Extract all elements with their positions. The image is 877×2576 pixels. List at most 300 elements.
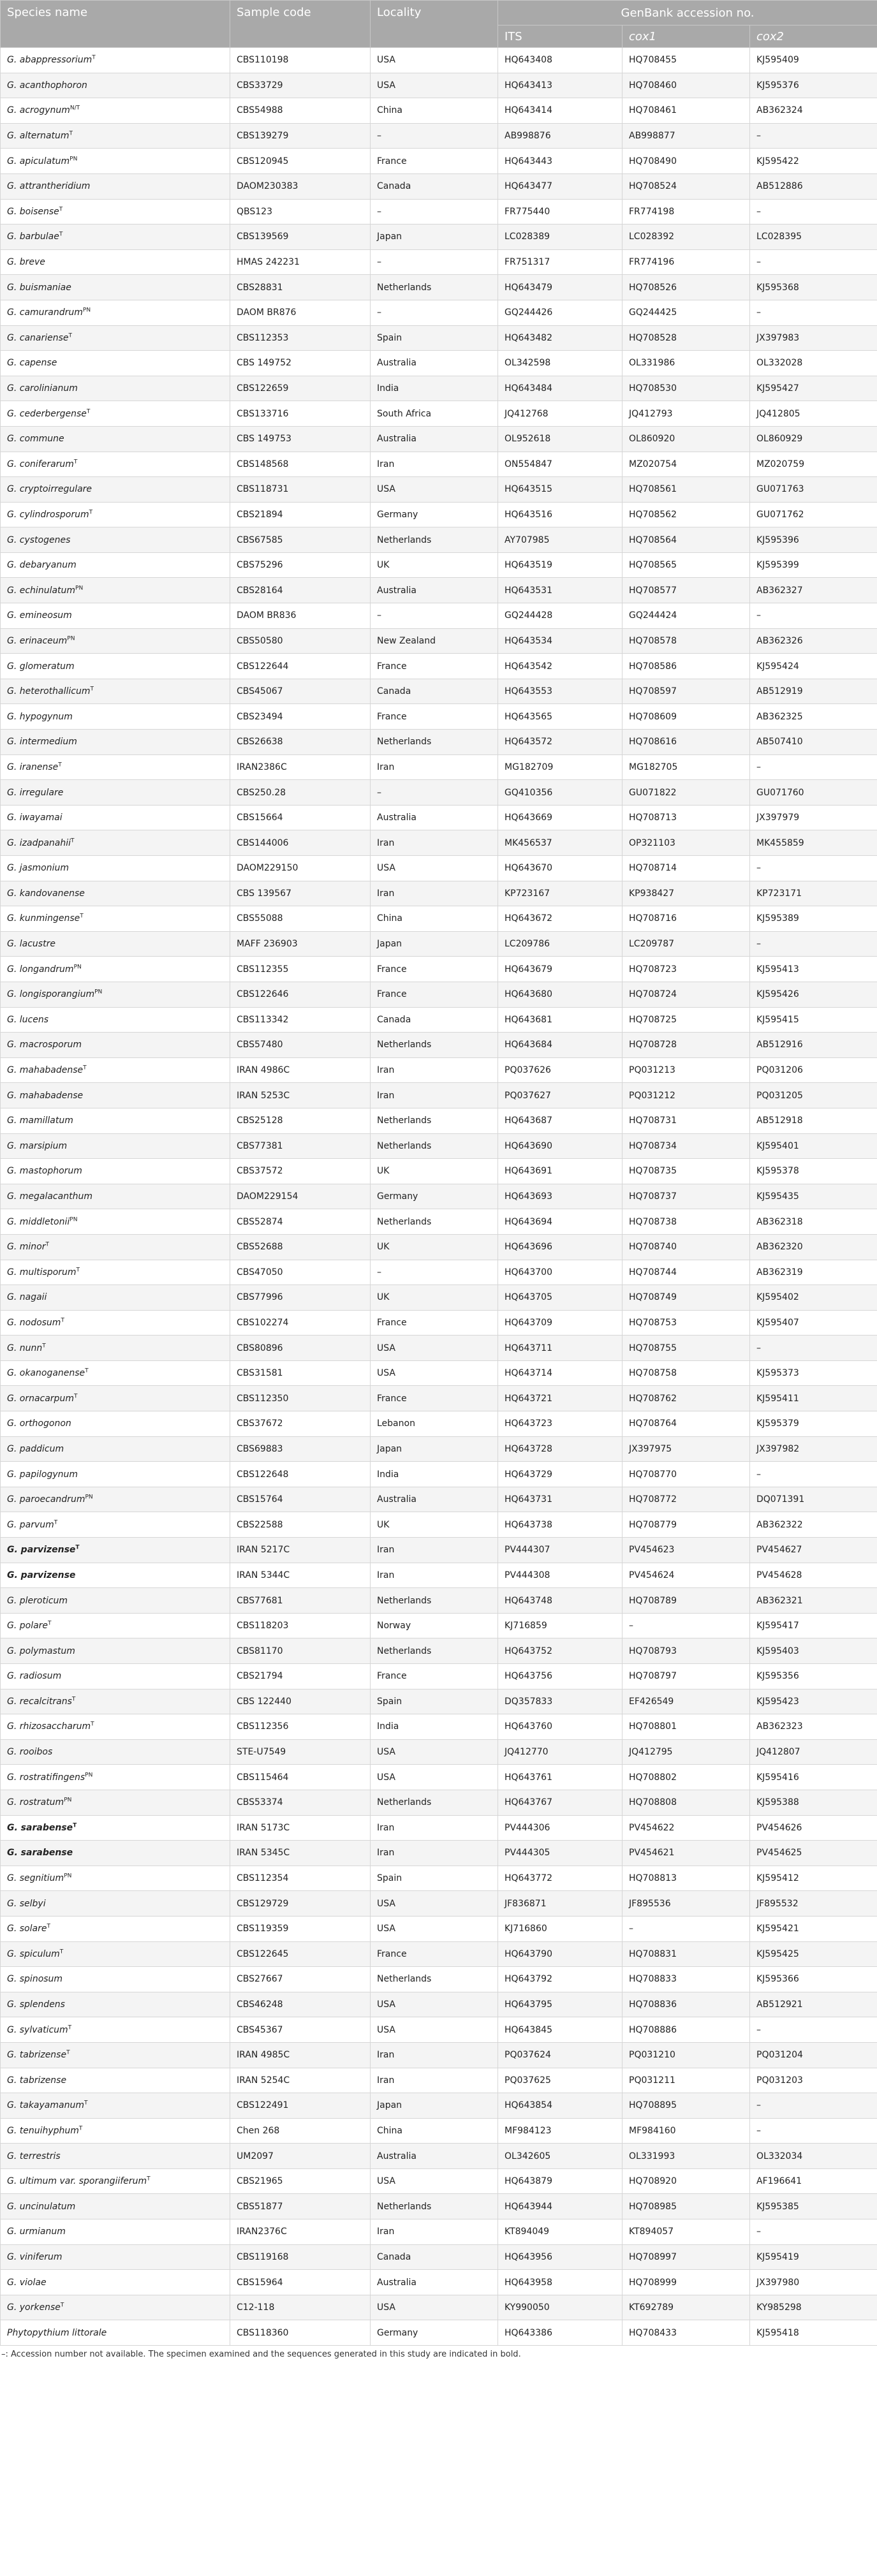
table-row	[1, 2017, 877, 2043]
species-name-cell	[1, 1689, 230, 1714]
cox1-cell: HQ708713	[623, 805, 750, 830]
cox1-cell: OL331986	[623, 351, 750, 376]
locality-cell: Australia	[371, 805, 498, 830]
cox1-cell: HQ708578	[623, 628, 750, 654]
sample-code-cell: CBS15964	[230, 2270, 371, 2295]
species-name: G. erinaceum	[7, 635, 68, 646]
its-cell: FR775440	[498, 199, 623, 224]
sample-code-cell: CBS148568	[230, 452, 371, 477]
its-cell: HQ643696	[498, 1234, 623, 1260]
cox1-cell: HQ708779	[623, 1512, 750, 1538]
cox1-cell: HQ708813	[623, 1866, 750, 1891]
locality-cell: Lebanon	[371, 1411, 498, 1437]
table-row	[1, 957, 877, 982]
species-name: G. kunmingense	[7, 913, 80, 924]
sample-code-cell: CBS46248	[230, 1992, 371, 2017]
species-name-cell	[1, 552, 230, 578]
its-cell: KP723167	[498, 881, 623, 906]
table-row	[1, 2219, 877, 2245]
species-name: G. tabrizense	[7, 2050, 67, 2061]
type-marker: T	[80, 913, 84, 920]
locality-cell: UK	[371, 1159, 498, 1184]
table-row	[1, 628, 877, 654]
sample-code-cell: CBS129729	[230, 1891, 371, 1917]
species-name: G. mastophorum	[7, 1166, 82, 1177]
cox1-cell: HQ708744	[623, 1260, 750, 1285]
sample-code-cell: CBS22588	[230, 1512, 371, 1538]
cox1-cell: OL331993	[623, 2144, 750, 2169]
species-name: G. alternatum	[7, 131, 70, 142]
table-row	[1, 325, 877, 351]
cox2-cell: JX397983	[750, 325, 877, 351]
table-row	[1, 123, 877, 149]
locality-cell: –	[371, 1260, 498, 1285]
type-marker: T	[61, 1317, 64, 1324]
its-cell: HQ643792	[498, 1967, 623, 1992]
sample-code-cell: CBS113342	[230, 1007, 371, 1033]
its-cell: HQ643772	[498, 1866, 623, 1891]
cox2-cell: PQ031204	[750, 2042, 877, 2068]
cox2-cell: KJ595403	[750, 1638, 877, 1664]
sample-code-cell: CBS15764	[230, 1487, 371, 1512]
locality-cell: India	[371, 376, 498, 401]
species-name: G. urmianum	[7, 2226, 66, 2237]
species-name-cell	[1, 1234, 230, 1260]
cox1-cell: HQ708999	[623, 2270, 750, 2295]
its-cell: DQ357833	[498, 1689, 623, 1714]
cox2-cell: –	[750, 123, 877, 149]
sample-code-cell: CBS37572	[230, 1159, 371, 1184]
type-marker: T	[84, 2100, 88, 2107]
cox2-cell: AB362323	[750, 1714, 877, 1740]
cox2-cell: AB362319	[750, 1260, 877, 1285]
species-name: G. rostratum	[7, 1797, 64, 1808]
cox1-cell: HQ708565	[623, 552, 750, 578]
locality-cell: USA	[371, 2295, 498, 2320]
species-name-cell	[1, 654, 230, 679]
locality-cell: France	[371, 1941, 498, 1967]
species-name: G. sylvaticum	[7, 2024, 68, 2035]
type-marker: T	[66, 2049, 70, 2056]
cox2-cell: AB512886	[750, 173, 877, 199]
cox2-cell: KJ595388	[750, 1790, 877, 1815]
its-cell: HQ643700	[498, 1260, 623, 1285]
species-name-cell	[1, 1891, 230, 1917]
type-marker: T	[90, 686, 94, 693]
cox2-cell: –	[750, 199, 877, 224]
type-marker: T	[73, 1393, 78, 1400]
header-its: ITS	[498, 26, 623, 48]
type-marker: T	[68, 2024, 72, 2031]
table-row	[1, 1815, 877, 1841]
cox1-cell: HQ708716	[623, 906, 750, 932]
cox2-cell: KJ595412	[750, 1866, 877, 1891]
species-name: G. breve	[7, 257, 45, 268]
its-cell: HQ643572	[498, 730, 623, 755]
table-row	[1, 2194, 877, 2219]
table-row	[1, 730, 877, 755]
sample-code-cell: CBS47050	[230, 1260, 371, 1285]
cox1-cell: HQ708723	[623, 957, 750, 982]
species-name-cell	[1, 578, 230, 603]
cox2-cell: KJ595427	[750, 376, 877, 401]
species-name: G. mahabadense	[7, 1090, 84, 1101]
cox2-cell: DQ071391	[750, 1487, 877, 1512]
species-name: G. iranense	[7, 762, 59, 772]
species-name-cell	[1, 1739, 230, 1765]
locality-cell: Netherlands	[371, 1588, 498, 1614]
its-cell: HQ643694	[498, 1209, 623, 1235]
locality-cell: Australia	[371, 2270, 498, 2295]
species-name-cell	[1, 1083, 230, 1108]
cox1-cell: PQ031210	[623, 2042, 750, 2068]
table-row	[1, 1992, 877, 2017]
species-name-cell	[1, 224, 230, 250]
species-name-cell	[1, 2144, 230, 2169]
species-name: G. boisense	[7, 206, 59, 217]
cox1-cell: HQ708762	[623, 1386, 750, 1411]
species-name: G. acrogynum	[7, 105, 70, 116]
locality-cell: USA	[371, 1336, 498, 1361]
table-row	[1, 1588, 877, 1614]
table-row	[1, 1007, 877, 1033]
table-row	[1, 2244, 877, 2270]
species-name-cell	[1, 1285, 230, 1311]
locality-cell: –	[371, 199, 498, 224]
locality-cell: –	[371, 300, 498, 325]
species-name-cell	[1, 1967, 230, 1992]
table-row	[1, 1336, 877, 1361]
type-marker: T	[42, 1342, 46, 1349]
cox2-cell: –	[750, 603, 877, 629]
cox1-cell: HQ708524	[623, 173, 750, 199]
species-name-cell	[1, 1815, 230, 1841]
species-name-cell	[1, 1209, 230, 1235]
locality-cell: USA	[371, 856, 498, 881]
its-cell: MK456537	[498, 830, 623, 856]
species-name-cell	[1, 351, 230, 376]
type-marker: T	[47, 1923, 50, 1930]
table-row	[1, 2270, 877, 2295]
species-name-cell	[1, 2194, 230, 2219]
table-row	[1, 603, 877, 629]
species-name-cell	[1, 1765, 230, 1790]
its-cell: HQ643679	[498, 957, 623, 982]
its-cell: HQ643714	[498, 1360, 623, 1386]
cox1-cell: HQ708833	[623, 1967, 750, 1992]
locality-cell: Iran	[371, 2042, 498, 2068]
sample-code-cell: CBS112353	[230, 325, 371, 351]
sample-code-cell: HMAS 242231	[230, 249, 371, 275]
species-name: G. violae	[7, 2277, 47, 2288]
table-row	[1, 2068, 877, 2093]
locality-cell: USA	[371, 73, 498, 98]
cox2-cell: KJ595415	[750, 1007, 877, 1033]
table-row	[1, 1108, 877, 1133]
its-cell: JQ412768	[498, 401, 623, 427]
cox2-cell: JX397979	[750, 805, 877, 830]
cox2-cell: AB512918	[750, 1108, 877, 1133]
locality-cell: France	[371, 982, 498, 1007]
table-row	[1, 1411, 877, 1437]
sample-code-cell: CBS122646	[230, 982, 371, 1007]
species-name: G. parvum	[7, 1519, 54, 1530]
type-marker: PN	[94, 989, 103, 996]
cox1-cell: HQ708714	[623, 856, 750, 881]
species-name: G. takayamanum	[7, 2100, 84, 2111]
species-name: G. barbulae	[7, 232, 59, 242]
table-row	[1, 1613, 877, 1638]
cox1-cell: HQ708597	[623, 679, 750, 704]
cox1-cell: HQ708561	[623, 477, 750, 503]
its-cell: HQ643721	[498, 1386, 623, 1411]
its-cell: GQ244428	[498, 603, 623, 629]
sample-code-cell: CBS50580	[230, 628, 371, 654]
cox1-cell: JX397975	[623, 1436, 750, 1462]
cox2-cell: KJ595356	[750, 1664, 877, 1689]
species-name-cell	[1, 2219, 230, 2245]
cox2-cell: AB362326	[750, 628, 877, 654]
its-cell: LC028389	[498, 224, 623, 250]
cox1-cell: HQ708609	[623, 704, 750, 730]
species-name-cell	[1, 730, 230, 755]
cox1-cell: HQ708797	[623, 1664, 750, 1689]
cox2-cell: –	[750, 931, 877, 957]
species-name: G. radiosum	[7, 1671, 62, 1682]
species-name-cell	[1, 2068, 230, 2093]
sample-code-cell: CBS144006	[230, 830, 371, 856]
species-name: G. attrantheridium	[7, 181, 91, 192]
cox2-cell: AB362318	[750, 1209, 877, 1235]
sample-code-cell: DAOM229154	[230, 1184, 371, 1209]
type-marker: PN	[70, 156, 78, 163]
species-name: G. camurandrum	[7, 307, 83, 318]
sample-code-cell: CBS67585	[230, 527, 371, 553]
species-name: G. paddicum	[7, 1443, 64, 1454]
cox2-cell: AB362325	[750, 704, 877, 730]
its-cell: HQ643705	[498, 1285, 623, 1311]
type-marker: T	[78, 2125, 83, 2132]
locality-cell: USA	[371, 1992, 498, 2017]
species-name: G. hypogynum	[7, 711, 73, 722]
sample-code-cell: QBS123	[230, 199, 371, 224]
table-row	[1, 199, 877, 224]
cox1-cell: HQ708433	[623, 2320, 750, 2346]
sample-code-cell: CBS122648	[230, 1462, 371, 1487]
type-marker: PN	[70, 1216, 78, 1223]
sample-code-cell: CBS112355	[230, 957, 371, 982]
species-name-cell	[1, 98, 230, 124]
cox1-cell: HQ708801	[623, 1714, 750, 1740]
its-cell: PQ037626	[498, 1057, 623, 1083]
species-name-cell	[1, 1057, 230, 1083]
its-cell: HQ643958	[498, 2270, 623, 2295]
species-name: G. macrosporum	[7, 1040, 82, 1050]
species-name: G. polare	[7, 1621, 48, 1631]
cox2-cell: JX397982	[750, 1436, 877, 1462]
cox1-cell: PQ031213	[623, 1057, 750, 1083]
its-cell: KJ716859	[498, 1613, 623, 1638]
species-name: G. nunn	[7, 1343, 43, 1353]
its-cell: KY990050	[498, 2295, 623, 2320]
species-name: G. segnitium	[7, 1873, 64, 1884]
table-row	[1, 1260, 877, 1285]
locality-cell: South Africa	[371, 401, 498, 427]
table-row	[1, 780, 877, 806]
species-name: G. irregulare	[7, 787, 64, 798]
its-cell: HQ643723	[498, 1411, 623, 1437]
locality-cell: Australia	[371, 1487, 498, 1512]
sample-code-cell: STE-U7549	[230, 1739, 371, 1765]
cox1-cell: HQ708985	[623, 2194, 750, 2219]
cox2-cell: PV454625	[750, 1841, 877, 1866]
cox2-cell: PV454626	[750, 1815, 877, 1841]
cox1-cell: HQ708586	[623, 654, 750, 679]
table-row	[1, 149, 877, 174]
type-marker: PN	[67, 635, 75, 642]
table-body	[1, 48, 877, 2346]
species-name: G. izadpanahii	[7, 837, 71, 848]
species-name-cell	[1, 527, 230, 553]
table-row	[1, 1664, 877, 1689]
species-name-cell	[1, 2118, 230, 2144]
species-name: G. abappressorium	[7, 55, 92, 66]
cox2-cell: GU071762	[750, 502, 877, 527]
sample-code-cell: CBS110198	[230, 48, 371, 73]
species-name: G. uncinulatum	[7, 2201, 76, 2212]
cox1-cell: HQ708753	[623, 1310, 750, 1336]
species-name: G. cystogenes	[7, 534, 71, 545]
cox1-cell: HQ708731	[623, 1108, 750, 1133]
sample-code-cell: IRAN 5217C	[230, 1538, 371, 1563]
species-name: G. rostratifingens	[7, 1772, 85, 1783]
its-cell: HQ643531	[498, 578, 623, 603]
cox1-cell: –	[623, 1613, 750, 1638]
cox2-cell: JX397980	[750, 2270, 877, 2295]
species-name-cell	[1, 1184, 230, 1209]
species-name: G. glomeratum	[7, 661, 75, 672]
cox1-cell: HQ708461	[623, 98, 750, 124]
cox2-cell: AB512919	[750, 679, 877, 704]
cox2-cell: –	[750, 856, 877, 881]
table-row	[1, 2118, 877, 2144]
cox2-cell: KJ595376	[750, 73, 877, 98]
type-marker: T	[85, 1367, 89, 1374]
locality-cell: Iran	[371, 452, 498, 477]
species-name-cell	[1, 754, 230, 780]
species-name-cell	[1, 2042, 230, 2068]
table-row	[1, 275, 877, 300]
cox2-cell: KJ595423	[750, 1689, 877, 1714]
species-name: G. carolinianum	[7, 383, 78, 394]
cox1-cell: LC209787	[623, 931, 750, 957]
sample-code-cell: CBS118731	[230, 477, 371, 503]
cox1-cell: MG182705	[623, 754, 750, 780]
species-name-cell	[1, 2093, 230, 2119]
cox1-cell: HQ708789	[623, 1588, 750, 1614]
cox1-cell: KT692789	[623, 2295, 750, 2320]
species-name-cell	[1, 1007, 230, 1033]
sample-code-cell: IRAN 4985C	[230, 2042, 371, 2068]
table-row	[1, 578, 877, 603]
locality-cell: Japan	[371, 1436, 498, 1462]
table-row	[1, 1033, 877, 1058]
species-name: G. splendens	[7, 1999, 65, 2010]
its-cell: LC209786	[498, 931, 623, 957]
cox1-cell: HQ708886	[623, 2017, 750, 2043]
cox1-cell: HQ708802	[623, 1765, 750, 1790]
type-marker: T	[89, 509, 93, 516]
species-name-cell	[1, 1916, 230, 1941]
sample-code-cell: CBS 122440	[230, 1689, 371, 1714]
sample-code-cell: DAOM230383	[230, 173, 371, 199]
table-row	[1, 881, 877, 906]
species-name: G. lacustre	[7, 939, 55, 950]
species-name-cell	[1, 1411, 230, 1437]
cox1-cell: PV454624	[623, 1563, 750, 1588]
table-row	[1, 249, 877, 275]
its-cell: KJ716860	[498, 1916, 623, 1941]
locality-cell: China	[371, 98, 498, 124]
cox2-cell: KJ595366	[750, 1967, 877, 1992]
table-row	[1, 1538, 877, 1563]
locality-cell: France	[371, 654, 498, 679]
locality-cell: Canada	[371, 679, 498, 704]
locality-cell: USA	[371, 2168, 498, 2194]
table-row	[1, 1310, 877, 1336]
table-row	[1, 351, 877, 376]
its-cell: HQ643944	[498, 2194, 623, 2219]
cox1-cell: HQ708831	[623, 1941, 750, 1967]
species-name-cell	[1, 1159, 230, 1184]
species-name-cell	[1, 1613, 230, 1638]
cox2-cell: KJ595418	[750, 2320, 877, 2346]
table-row	[1, 1083, 877, 1108]
its-cell: GQ410356	[498, 780, 623, 806]
species-name: G. kandovanense	[7, 888, 85, 899]
sample-code-cell: CBS118360	[230, 2320, 371, 2346]
type-marker: T	[60, 2302, 64, 2309]
type-marker: PN	[75, 585, 84, 592]
sample-code-cell: CBS77996	[230, 1285, 371, 1311]
table-row	[1, 1234, 877, 1260]
locality-cell: USA	[371, 2017, 498, 2043]
table-row	[1, 1285, 877, 1311]
species-name: G. buismaniae	[7, 282, 71, 293]
its-cell: FR751317	[498, 249, 623, 275]
table-row	[1, 1209, 877, 1235]
its-cell: HQ643761	[498, 1765, 623, 1790]
locality-cell: India	[371, 1462, 498, 1487]
species-name-cell	[1, 1563, 230, 1588]
cox1-cell: JQ412793	[623, 401, 750, 427]
locality-cell: Iran	[371, 2219, 498, 2245]
cox2-cell: KJ595389	[750, 906, 877, 932]
table-row	[1, 830, 877, 856]
sample-code-cell: CBS119359	[230, 1916, 371, 1941]
locality-cell: –	[371, 123, 498, 149]
locality-cell: Iran	[371, 1057, 498, 1083]
table-header	[1, 1, 877, 48]
cox2-cell: –	[750, 1462, 877, 1487]
its-cell: MF984123	[498, 2118, 623, 2144]
species-name: G. papilogynum	[7, 1469, 78, 1480]
table-row	[1, 2320, 877, 2346]
sample-code-cell: CBS54988	[230, 98, 371, 124]
its-cell: HQ643670	[498, 856, 623, 881]
cox2-cell: KJ595401	[750, 1133, 877, 1159]
cox2-cell: AF196641	[750, 2168, 877, 2194]
